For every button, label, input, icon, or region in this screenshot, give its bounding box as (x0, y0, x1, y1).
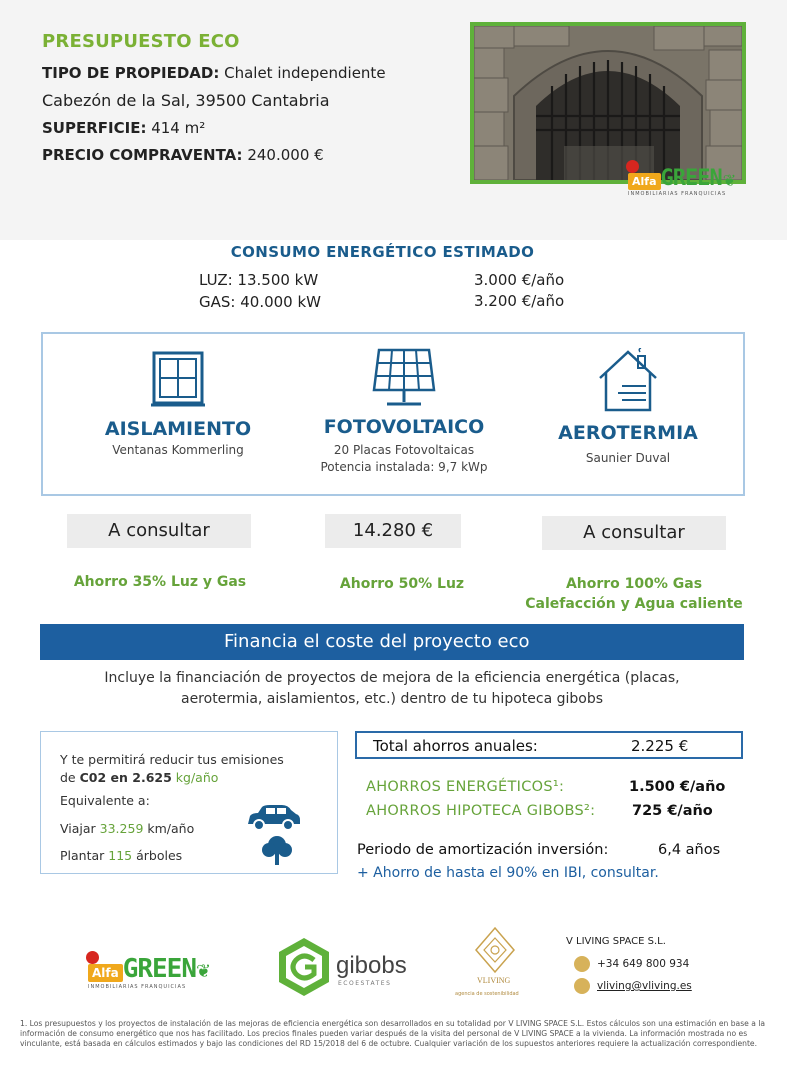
emissions-unit: kg/año (171, 770, 219, 785)
trees-pre: Plantar (60, 848, 109, 863)
travel-pre: Viajar (60, 821, 100, 836)
logo-tagline-footer: INMOBILIARIAS FRANQUICIAS (88, 984, 187, 990)
company-name: V LIVING SPACE S.L. (566, 936, 666, 947)
sale-price-label: PRECIO COMPRAVENTA: (42, 146, 243, 164)
energy-savings-label: AHORROS ENERGÉTICOS¹: (366, 779, 565, 795)
mortgage-savings-label: AHORROS HIPOTECA GIBOBS²: (366, 803, 596, 819)
price-aislamiento: A consultar (67, 514, 251, 548)
property-type-label: TIPO DE PROPIEDAD: (42, 64, 220, 82)
phone-number[interactable]: +34 649 800 934 (597, 958, 690, 970)
feature-fotovoltaico (302, 346, 506, 477)
property-photo (470, 22, 746, 184)
property-type (42, 64, 386, 82)
vliving-subtitle: agencia de sostenibilidad (455, 991, 519, 997)
stone-arch-image (474, 26, 742, 180)
feature-sub-aerotermia: Saunier Duval (585, 451, 671, 465)
financing-desc-line2: aerotermia, aislamientos, etc.) dentro de tu hipoteca gibobs (180, 691, 604, 707)
travel-unit: km/año (143, 821, 195, 836)
vliving-logo-icon (472, 926, 518, 974)
email-link[interactable]: vliving@vliving.es (597, 980, 692, 992)
trees-equivalence (60, 848, 182, 863)
financing-banner: Financia el coste del proyecto eco (40, 624, 744, 660)
energy-savings-value-cell (629, 779, 725, 795)
mortgage-savings-row (366, 803, 595, 819)
sale-price (42, 146, 324, 164)
total-savings-label: Total ahorros anuales: (373, 737, 538, 755)
mortgage-savings-value: 725 €/año (632, 803, 713, 819)
price-aerotermia: A consultar (542, 516, 726, 550)
feature-title-aislamiento: AISLAMIENTO (104, 418, 252, 440)
page-title: PRESUPUESTO ECO (42, 31, 240, 52)
financing-desc-line1: Incluye la financiación de proyectos de mejora de la eficiencia energética (placas, (104, 670, 680, 686)
sale-price-value: 240.000 € (247, 146, 324, 164)
ibi-note: + Ahorro de hasta el 90% en IBI, consultar. (357, 865, 659, 881)
house-heat-icon (596, 348, 660, 414)
property-location: Cabezón de la Sal, 39500 Cantabria (42, 91, 330, 110)
travel-value: 33.259 (99, 821, 144, 836)
price-fotovoltaico: 14.280 € (325, 514, 461, 548)
leaf-icon: ❦ (722, 171, 737, 190)
gibobs-wordmark: gibobs (336, 952, 407, 979)
legal-footnote: 1. Los presupuestos y los proyectos de instalación de las mejoras de eficiencia energética son desarrollados en su totalidad por V LIVING SPACE S.L. Estos cálculos son una estimación en base a la información de consumo energético que nos has facilitado. Los precios finales pueden variar después de la visita del personal de V LIVING SPACE a la vivienda. La información mostrada no es vinculante, está basada en cálculos estimados y bajo las condiciones del RD 15/2018 del 6 de octubre. Cualquier variación de los supuestos anteriores requiere la actualización correspondiente. (20, 1019, 766, 1048)
solar-panel-icon (371, 346, 437, 410)
payback-value: 6,4 años (658, 842, 721, 858)
equivalence-label: Equivalente a: (60, 793, 150, 808)
mortgage-savings-value-cell (632, 803, 713, 819)
surface-label: SUPERFICIE: (42, 119, 147, 137)
payback-label: Periodo de amortización inversión: (357, 842, 609, 858)
feature-sub-aislamiento: Ventanas Kommerling (112, 443, 244, 457)
gibobs-subtitle: ECOESTATES (338, 980, 392, 987)
alfagreen-logo-footer (88, 954, 212, 990)
alfagreen-logo (628, 166, 737, 197)
green-wordmark-footer: GREEN (122, 954, 196, 984)
travel-equivalence (60, 821, 194, 836)
alfa-badge: Alfa (628, 173, 661, 190)
phone-icon (574, 956, 590, 972)
total-savings-value: 2.225 € (631, 737, 689, 755)
saving-fotovoltaico: Ahorro 50% Luz (339, 576, 465, 592)
feature-aerotermia (530, 348, 726, 467)
feature-sub2-fotovoltaico: Potencia instalada: 9,7 kWp (320, 460, 488, 475)
financing-description (40, 668, 744, 710)
emissions-pre: de (60, 770, 80, 785)
surface-value: 414 m² (151, 119, 206, 137)
email-icon (574, 978, 590, 994)
feature-aislamiento (78, 350, 278, 459)
surface (42, 119, 205, 137)
energy-savings-row (366, 779, 564, 795)
luz-consumption: LUZ: 13.500 kW (199, 271, 319, 289)
luz-cost: 3.000 €/año (474, 271, 565, 289)
emissions-co2: C02 en 2.625 (79, 770, 172, 785)
vliving-wordmark: VLIVING (477, 976, 511, 985)
car-icon (244, 804, 302, 832)
energy-consumption-title: CONSUMO ENERGÉTICO ESTIMADO (230, 243, 535, 261)
window-icon (151, 350, 205, 408)
saving-aerotermia (504, 574, 764, 615)
saving-aerotermia-line1: Ahorro 100% Gas (565, 576, 703, 592)
leaf-icon-footer: ❦ (196, 961, 212, 982)
trees-unit: árboles (132, 848, 183, 863)
emissions-line2 (60, 770, 218, 785)
property-type-value: Chalet independiente (224, 64, 386, 82)
alfa-badge-footer: Alfa (88, 964, 123, 982)
saving-aerotermia-line2: Calefacción y Agua caliente (525, 596, 743, 613)
trees-value: 115 (108, 848, 133, 863)
logo-tagline: INMOBILIARIAS FRANQUICIAS (628, 191, 727, 197)
gibobs-hexagon-icon (276, 936, 332, 998)
feature-title-aerotermia: AEROTERMIA (558, 422, 698, 444)
green-wordmark: GREEN (660, 166, 722, 191)
emissions-line1: Y te permitirá reducir tus emisiones (60, 752, 284, 767)
saving-aislamiento: Ahorro 35% Luz y Gas (73, 574, 247, 590)
feature-title-fotovoltaico: FOTOVOLTAICO (323, 416, 485, 438)
total-savings-box (355, 731, 743, 759)
gas-consumption: GAS: 40.000 kW (199, 293, 321, 311)
tree-icon (258, 834, 296, 866)
gas-cost: 3.200 €/año (474, 292, 565, 310)
feature-sub1-fotovoltaico: 20 Placas Fotovoltaicas (333, 443, 475, 457)
energy-savings-value: 1.500 €/año (629, 779, 726, 795)
